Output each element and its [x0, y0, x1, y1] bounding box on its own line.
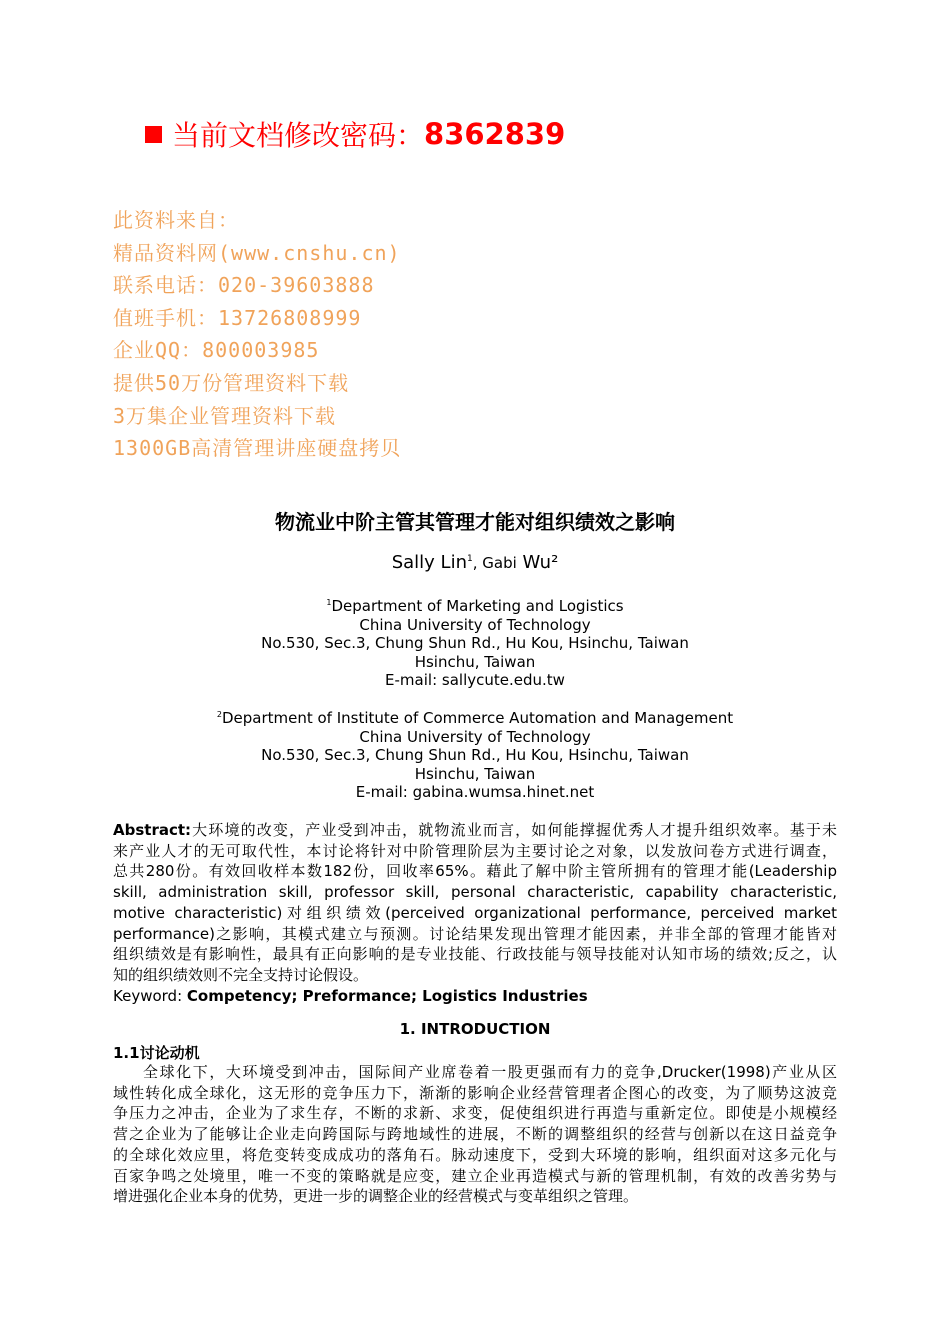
affiliation-1-email: E-mail: sallycute.edu.tw: [385, 671, 565, 690]
square-bullet-icon: [145, 126, 162, 143]
promo-block: [113, 204, 613, 465]
affiliation-1: [0, 594, 950, 690]
intro-line: 域性转化成全球化，这无形的竞争压力下，渐渐的影响企业经营管理者企图心的改变，为了顺势这波竞: [113, 1083, 837, 1102]
intro-line: 百家争鸣之处境里，唯一不变的策略就是应变，建立企业再造模式与新的管理机制，有效的改善劣势与: [113, 1166, 837, 1185]
abstract-line: performance)之影响，其模式建立与预测。讨论结果发现出管理才能因素，并非全部的管理才能皆对: [113, 924, 837, 943]
keywords: [113, 986, 837, 1007]
affiliation-2-marker: 2: [216, 710, 222, 719]
paper-title: 物流业中阶主管其管理才能对组织绩效之影响: [275, 510, 675, 534]
password-code: 8362839: [424, 117, 566, 151]
section-heading: 1. INTRODUCTION: [399, 1020, 551, 1038]
affiliation-1-dept: Department of Marketing and Logistics: [331, 597, 624, 615]
affiliation-2-city: Hsinchu, Taiwan: [414, 764, 536, 783]
affiliation-2-email: E-mail: gabina.wumsa.hinet.net: [355, 783, 595, 802]
paper-authors: Sally Lin$^1$, Gabi Wu²: [391, 552, 559, 573]
abstract-line: 知的组织绩效则不完全支持讨论假设。: [113, 965, 369, 984]
abstract-line: 组织绩效是有影响性，最具有正向影响的是专业技能、行政技能与领导技能对认知市场的绩效;反之，认: [113, 945, 837, 964]
promo-offer-1: 提供50万份管理资料下载: [113, 370, 350, 395]
affiliation-2-address: No.530, Sec.3, Chung Shun Rd., Hu Kou, Hsinchu, Taiwan: [261, 746, 689, 765]
promo-offer-3: 1300GB高清管理讲座硬盘拷贝: [113, 436, 402, 461]
abstract-label: Abstract:: [113, 821, 192, 839]
intro-line: 全球化下，大环境受到冲击，国际间产业席卷着一股更强而有力的竞争,Drucker(1998)产业从区: [143, 1063, 837, 1081]
keyword-value: Competency; Preformance; Logistics Industries: [186, 986, 588, 1005]
affiliation-2-university: China University of Technology: [359, 727, 591, 746]
subsection-heading: 1.1讨论动机: [113, 1044, 200, 1062]
author-2-prefix: Gabi: [482, 554, 517, 572]
affiliation-1-university: China University of Technology: [359, 615, 591, 634]
affiliation-2-dept: Department of Institute of Commerce Automation and Management: [221, 709, 734, 727]
abstract-line: Abstract:大环境的改变，产业受到冲击，就物流业而言，如何能撑握优秀人才提升组织效率。基于未: [113, 821, 837, 839]
abstract-line: motive characteristic)对组织绩效(perceived organizational performance, perceived market: [113, 903, 837, 922]
abstract-line: skill, administration skill, professor skill, personal characteristic, capability characteristic,: [113, 883, 837, 902]
promo-offer-2: 3万集企业管理资料下载: [113, 403, 337, 428]
affiliation-1-city: Hsinchu, Taiwan: [414, 652, 536, 671]
intro-line: 的全球化效应里，将危变转变成成功的落角石。脉动速度下，受到大环境的影响，组织面对这多元化与: [113, 1145, 837, 1164]
abstract-line: 总共280份。有效回收样本数182份，回收率65%。藉此了解中阶主管所拥有的管理才能(Leadership: [113, 862, 837, 881]
promo-mobile: 值班手机：13726808999: [113, 305, 362, 330]
abstract-line: 来产业人才的无可取代性，本讨论将针对中阶管理阶层为主要讨论之对象，以发放问卷方式进行调查，: [113, 841, 837, 860]
intro-line: 增进强化企业本身的优势，更进一步的调整企业的经营模式与变革组织之管理。: [113, 1187, 639, 1206]
promo-source: 此资料来自：: [113, 208, 239, 232]
promo-qq: 企业QQ：800003985: [113, 338, 320, 363]
author-1-marker: 1: [466, 554, 473, 564]
intro-line: 营之企业为了能够让企业走向跨国际与跨地域性的进展，不断的调整组织的经营与创新以在这日益竞争: [113, 1125, 837, 1144]
affiliation-2: [0, 706, 950, 802]
affiliation-1-address: No.530, Sec.3, Chung Shun Rd., Hu Kou, Hsinchu, Taiwan: [261, 634, 689, 653]
author-1: Sally Lin: [391, 552, 467, 573]
affiliation-1-marker: 1: [326, 598, 332, 607]
password-label: 当前文档修改密码：: [172, 119, 425, 152]
promo-website: 精品资料网(www.cnshu.cn): [113, 240, 401, 265]
abstract: [113, 820, 837, 1006]
password-notice: [145, 112, 565, 156]
author-2: Wu²: [522, 552, 559, 573]
promo-phone: 联系电话：020-39603888: [113, 273, 375, 298]
intro-line: 争压力之冲击，企业为了求生存，不断的求新、求变，促使组织进行再造与重新定位。即使是小规模经: [113, 1104, 837, 1123]
intro-paragraph: [113, 1062, 837, 1207]
keyword-label: Keyword:: [113, 986, 183, 1005]
